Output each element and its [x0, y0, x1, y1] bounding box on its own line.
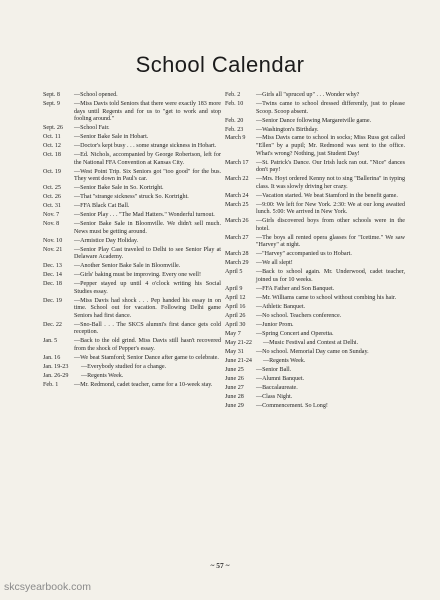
entry-text: —Junior Prom.: [256, 321, 294, 328]
calendar-entry: [225, 160, 405, 175]
entry-text: —Doctor's kept busy . . . some strange sickness in Hobart.: [74, 143, 217, 150]
calendar-entry: [43, 238, 221, 246]
entry-date: Feb. 23: [225, 126, 244, 133]
entry-date: March 25: [225, 201, 249, 208]
entry-text: —Miss Davis had shock . . . Pep handed his essay in on time. School out for vacation. Following Delhi game Seniors had first dance.: [74, 297, 221, 319]
calendar-entry: [225, 92, 405, 100]
entry-date: Jan. 26-29: [43, 372, 69, 379]
entry-text: —Back to school again. Mr. Underwood, cadet teacher, joined us for 10 weeks.: [256, 269, 405, 283]
entry-date: Sept. 9: [43, 100, 60, 107]
calendar-entry: [225, 385, 405, 393]
entry-text: —Twins came to school dressed differently, just to please Scoop. Scoop absent.: [256, 100, 405, 115]
calendar-entry: [43, 169, 221, 184]
calendar-entry: [43, 247, 221, 262]
entry-text: —Mrs. Hoyt ordered Kenny not to sing "Ballerina" in typing class. It was slowly driving her crazy.: [256, 176, 405, 190]
calendar-entry: [43, 134, 221, 142]
entry-date: June 27: [225, 384, 244, 391]
entry-date: Nov. 8: [43, 221, 60, 228]
entry-text: —Girls all "spruced up" . . . Wonder why?: [256, 92, 360, 98]
entry-text: —West Point Trip. Six Seniors got "too good" for the bus. They went down in Paul's car.: [74, 168, 221, 183]
entry-text: —St. Patrick's Dance. Our Irish luck ran out. "Nice" dances don't pay!: [256, 159, 405, 174]
entry-text: —Vacation started. We beat Stamford in the benefit game.: [256, 192, 398, 199]
entry-text: —That "strange sickness" struck So. Kortright.: [74, 194, 189, 201]
entry-date: Oct. 19: [43, 168, 61, 175]
entry-date: Jan. 5: [43, 338, 58, 345]
entry-date: Nov. 21: [43, 246, 63, 253]
entry-date: Jan. 16: [43, 354, 61, 361]
entry-text: —Senior Dance following Margaretville game.: [256, 117, 372, 124]
entry-date: Nov. 7: [43, 212, 60, 219]
calendar-entry: [43, 101, 221, 124]
entry-date: Dec. 18: [43, 281, 62, 288]
entry-date: March 26: [225, 218, 249, 225]
entry-date: Dec. 14: [43, 272, 62, 279]
calendar-column-right: [225, 92, 405, 411]
entry-date: Dec. 22: [43, 321, 62, 328]
entry-date: Feb. 1: [43, 381, 59, 388]
entry-date: Oct. 25: [43, 185, 61, 192]
entry-text: —FFA Father and Son Banquet.: [256, 285, 335, 292]
calendar-entry: [43, 194, 221, 202]
entry-date: Oct. 18: [43, 152, 61, 159]
calendar-entry: [225, 118, 405, 126]
entry-text: —Alumni Banquet.: [256, 375, 305, 382]
calendar-entry: [225, 286, 405, 294]
watermark-text: skcsyearbook.com: [4, 581, 91, 593]
calendar-entry: [225, 295, 405, 303]
calendar-entry: [43, 212, 221, 220]
entry-text: —Back to the old grind. Miss Davis still hasn't recovered from the shock of Pepper's essay.: [74, 338, 221, 352]
entry-text: —Sno-Ball . . . The SKCS alumni's first dance gets cold reception.: [74, 321, 221, 336]
entry-text: —Athletic Banquet.: [256, 303, 306, 310]
calendar-entry: [225, 101, 405, 116]
entry-text: —FFA Black Cat Ball.: [74, 203, 130, 210]
entry-text: —Senior Play Cast traveled to Delhi to see Senior Play at Delaware Academy.: [74, 246, 221, 261]
entry-date: Sept. 26: [43, 125, 63, 132]
entry-text: —We all slept!: [256, 260, 293, 267]
entry-text: —Senior Bake Sale in So. Kortright.: [74, 185, 164, 192]
entry-date: March 22: [225, 176, 249, 183]
entry-text: —No school. Teachers conference.: [256, 312, 342, 319]
entry-text: —Baccalaureate.: [256, 384, 298, 391]
calendar-entry: [43, 263, 221, 271]
entry-text: —No school. Memorial Day came on Sunday.: [256, 348, 369, 355]
entry-date: Feb. 20: [225, 117, 244, 124]
entry-date: Jan. 19-23: [43, 363, 69, 370]
entry-date: June 25: [225, 366, 244, 373]
entry-text: —The boys all rented opera glasses for "Icetime." We saw "Harvey" at night.: [256, 234, 405, 249]
calendar-entry: [43, 355, 221, 363]
calendar-entry: [225, 322, 405, 330]
entry-text: —School Fair.: [74, 125, 110, 132]
calendar-entry: [225, 127, 405, 135]
entry-date: March 29: [225, 260, 249, 267]
entry-text: —Senior Bake Sale in Bloomville. We didn't sell much. News must be getting around.: [74, 221, 221, 235]
entry-text: —We beat Stamford; Senior Dance after game to celebrate.: [74, 354, 219, 361]
entry-text: —Miss Davis came to school in socks; Miss Russ got called "Ellen" by a pupil; Mr. Redmond was sent to the office. What's wrong? Nothing, just Student Day!: [256, 135, 405, 157]
entry-text: —Commencement. So Long!: [256, 402, 328, 409]
calendar-entry: [225, 193, 405, 201]
entry-text: —Pepper stayed up until 4 o'clock writing his Social Studies essay.: [74, 281, 221, 295]
entry-text: —"Harvey" accompanied us to Hobart.: [256, 251, 352, 258]
calendar-entry: [43, 373, 221, 381]
entry-text: —Senior Ball.: [256, 366, 292, 373]
calendar-entry: [225, 367, 405, 375]
calendar-entry: [225, 376, 405, 384]
calendar-entry: [225, 251, 405, 259]
calendar-entry: [43, 338, 221, 353]
entry-date: June 29: [225, 402, 244, 409]
entry-text: —Armistice Day Holiday.: [74, 237, 139, 244]
calendar-entry: [225, 340, 405, 348]
entry-date: Oct. 31: [43, 203, 61, 210]
entry-date: Feb. 2: [225, 92, 241, 98]
entry-text: —Washington's Birthday.: [256, 126, 319, 133]
entry-text: —Regents Week.: [263, 357, 306, 364]
page-number: ~ 57 ~: [210, 561, 230, 570]
calendar-entry: [43, 364, 221, 372]
calendar-entry: [225, 218, 405, 233]
entry-date: Nov. 10: [43, 237, 63, 244]
calendar-column-left: [43, 92, 221, 391]
entry-date: May 31: [225, 348, 244, 355]
calendar-entry: [43, 152, 221, 167]
calendar-entry: [225, 358, 405, 366]
calendar-entry: [225, 304, 405, 312]
calendar-entry: [225, 394, 405, 402]
entry-text: —Regents Week.: [81, 372, 124, 379]
entry-text: —Girls discovered boys from other schools were in the hotel.: [256, 218, 405, 232]
entry-text: —Mr. Williams came to school without combing his hair.: [256, 294, 397, 301]
entry-date: May 21-22: [225, 339, 252, 346]
entry-date: June 26: [225, 375, 244, 382]
entry-text: —School opened.: [74, 92, 118, 98]
entry-date: April 9: [225, 285, 243, 292]
calendar-entry: [43, 203, 221, 211]
entry-date: Dec. 13: [43, 263, 62, 270]
entry-text: —Class Night.: [256, 393, 293, 400]
entry-text: —Everybody studied for a change.: [81, 363, 167, 370]
entry-text: —Senior Play . . . "The Mad Hatters." Wonderful turnout.: [74, 212, 215, 219]
entry-date: March 28: [225, 251, 249, 258]
calendar-entry: [225, 269, 405, 284]
entry-date: March 24: [225, 192, 249, 199]
calendar-entry: [225, 135, 405, 158]
calendar-entry: [43, 298, 221, 321]
entry-text: —Senior Bake Sale in Hobart.: [74, 134, 149, 141]
calendar-entry: [225, 403, 405, 411]
entry-date: May 7: [225, 330, 241, 337]
entry-date: April 12: [225, 294, 246, 301]
calendar-entry: [43, 322, 221, 337]
entry-date: Oct. 26: [43, 194, 61, 201]
entry-date: April 26: [225, 312, 246, 319]
calendar-entry: [43, 272, 221, 280]
calendar-entry: [43, 281, 221, 296]
calendar-entry: [43, 143, 221, 151]
entry-date: Feb. 10: [225, 100, 244, 107]
entry-date: April 5: [225, 269, 243, 276]
calendar-entry: [225, 235, 405, 250]
entry-date: Oct. 11: [43, 134, 61, 141]
entry-text: —9:00: We left for New York. 2:30: We at our long awaited lunch. 5:00: We arrived in New York.: [256, 201, 405, 216]
calendar-entry: [225, 331, 405, 339]
entry-text: —Spring Concert and Operetta.: [256, 330, 334, 337]
entry-text: —Another Senior Bake Sale in Bloomville.: [74, 263, 181, 270]
calendar-entry: [225, 202, 405, 217]
calendar-entry: [43, 185, 221, 193]
entry-date: Sept. 8: [43, 92, 60, 98]
page-title: School Calendar: [135, 52, 305, 77]
entry-text: —Ed. Nichols, accompanied by George Robertson, left for the National FFA Convention at Kansas City.: [74, 152, 221, 166]
entry-text: —Music Festival and Contest at Delhi.: [263, 339, 359, 346]
entry-date: March 9: [225, 135, 246, 142]
entry-text: —Miss Davis told Seniors that there were exactly 183 more days until Regents and for us to "get to work and stop fooling around.": [74, 100, 221, 123]
entry-text: —Girls' baking must be improving. Every one well!: [74, 272, 202, 279]
entry-date: June 21-24: [225, 357, 252, 364]
calendar-entry: [43, 92, 221, 100]
entry-date: March 17: [225, 159, 249, 166]
entry-text: —Mr. Redmond, cadet teacher, came for a 10-week stay.: [74, 381, 213, 388]
entry-date: Oct. 12: [43, 143, 61, 150]
calendar-entry: [43, 125, 221, 133]
calendar-entry: [43, 221, 221, 236]
entry-date: March 27: [225, 234, 249, 241]
calendar-entry: [225, 176, 405, 191]
calendar-entry: [225, 260, 405, 268]
calendar-entry: [43, 382, 221, 390]
entry-date: June 28: [225, 393, 244, 400]
calendar-entry: [225, 313, 405, 321]
calendar-entry: [225, 349, 405, 357]
entry-date: Dec. 19: [43, 297, 62, 304]
entry-date: April 16: [225, 303, 246, 310]
entry-date: April 30: [225, 321, 246, 328]
